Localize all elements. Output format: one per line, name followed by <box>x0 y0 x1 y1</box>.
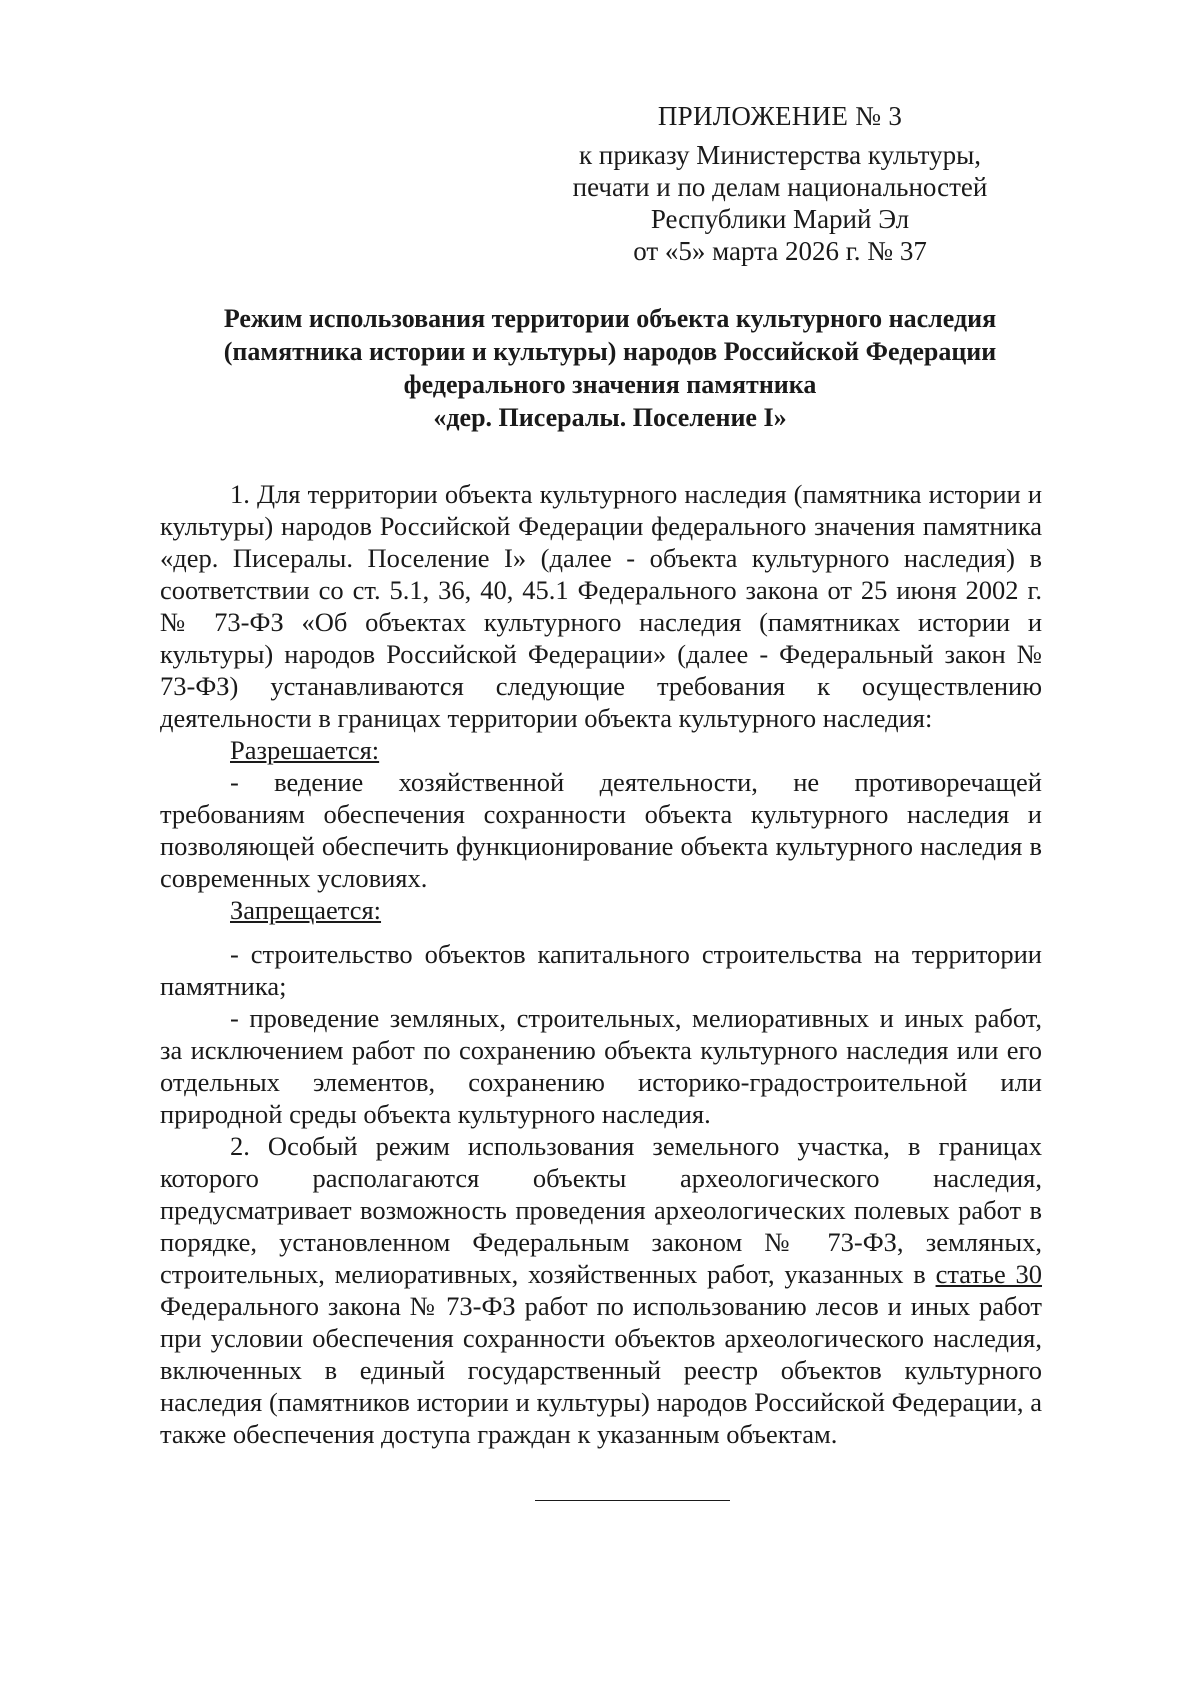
appendix-header <box>540 100 1020 267</box>
end-separator-line <box>535 1500 730 1501</box>
title-line-2: (памятника истории и культуры) народов Российской Федерации <box>223 337 997 366</box>
appendix-ministry-line: печати и по делам национальностей <box>572 172 988 202</box>
allowed-heading-paragraph <box>160 734 1042 766</box>
title-line-3: федерального значения памятника <box>403 370 817 399</box>
allowed-item-1: - ведение хозяйственной деятельности, не противоречащей требованиям обеспечения сохранности объекта культурного наследия и позволяющей обеспечить функционирование объекта культурного наследия в современных условиях. <box>160 767 1042 893</box>
spacer <box>160 926 1042 938</box>
title-line-1: Режим использования территории объекта культурного наследия <box>223 304 997 333</box>
paragraph-2 <box>160 1130 1042 1450</box>
appendix-number: ПРИЛОЖЕНИЕ № 3 <box>657 101 903 131</box>
forbidden-heading-paragraph <box>160 894 1042 926</box>
paragraph-1: 1. Для территории объекта культурного наследия (памятника истории и культуры) народов Российской Федерации федерального значения памятника «дер. Писералы. Поселение I» (далее - объекта культурного наследия) в соответствии со ст. 5.1, 36, 40, 45.1 Федерального закона от 25 июня 2002 г. № 73-ФЗ «Об объектах культурного наследия (памятниках истории и культуры) народов Российской Федерации» (далее - Федеральный закон № 73-ФЗ) устанавливаются следующие требования к осуществлению деятельности в границах территории объекта культурного наследия: <box>160 479 1042 733</box>
title-line-4: «дер. Писералы. Поселение I» <box>433 403 787 432</box>
appendix-date-line: от «5» марта 2026 г. № 37 <box>633 236 927 266</box>
forbidden-heading: Запрещается: <box>230 895 382 925</box>
document-body <box>160 478 1042 1450</box>
appendix-republic-line: Республики Марий Эл <box>650 204 910 234</box>
appendix-order-line: к приказу Министерства культуры, <box>579 140 981 170</box>
forbidden-item-1: - строительство объектов капитального строительства на территории памятника; <box>160 939 1042 1001</box>
article-30-link[interactable]: статье 30 <box>935 1259 1042 1289</box>
document-title <box>160 302 1060 434</box>
paragraph-2-text-end: Федерального закона № 73-ФЗ работ по использованию лесов и иных работ при условии обеспечения сохранности объектов археологического наследия, включенных в единый государственный реестр объектов культурного наследия (памятников истории и культуры) народов Российской Федерации, а также обеспечения доступа граждан к указанным объектам. <box>160 1291 1042 1449</box>
paragraph-2-text-start: 2. Особый режим использования земельного участка, в границах которого располагаются объекты археологического наследия, предусматривает возможность проведения археологических полевых работ в порядке, установленном Федеральным законом № 73-ФЗ, земляных, строительных, мелиоративных, хозяйственных работ, указанных в <box>160 1131 1042 1289</box>
allowed-heading: Разрешается: <box>230 735 380 765</box>
forbidden-item-2: - проведение земляных, строительных, мелиоративных и иных работ, за исключением работ по сохранению объекта культурного наследия или его отдельных элементов, сохранению историко-градостроительной или природной среды объекта культурного наследия. <box>160 1003 1042 1129</box>
